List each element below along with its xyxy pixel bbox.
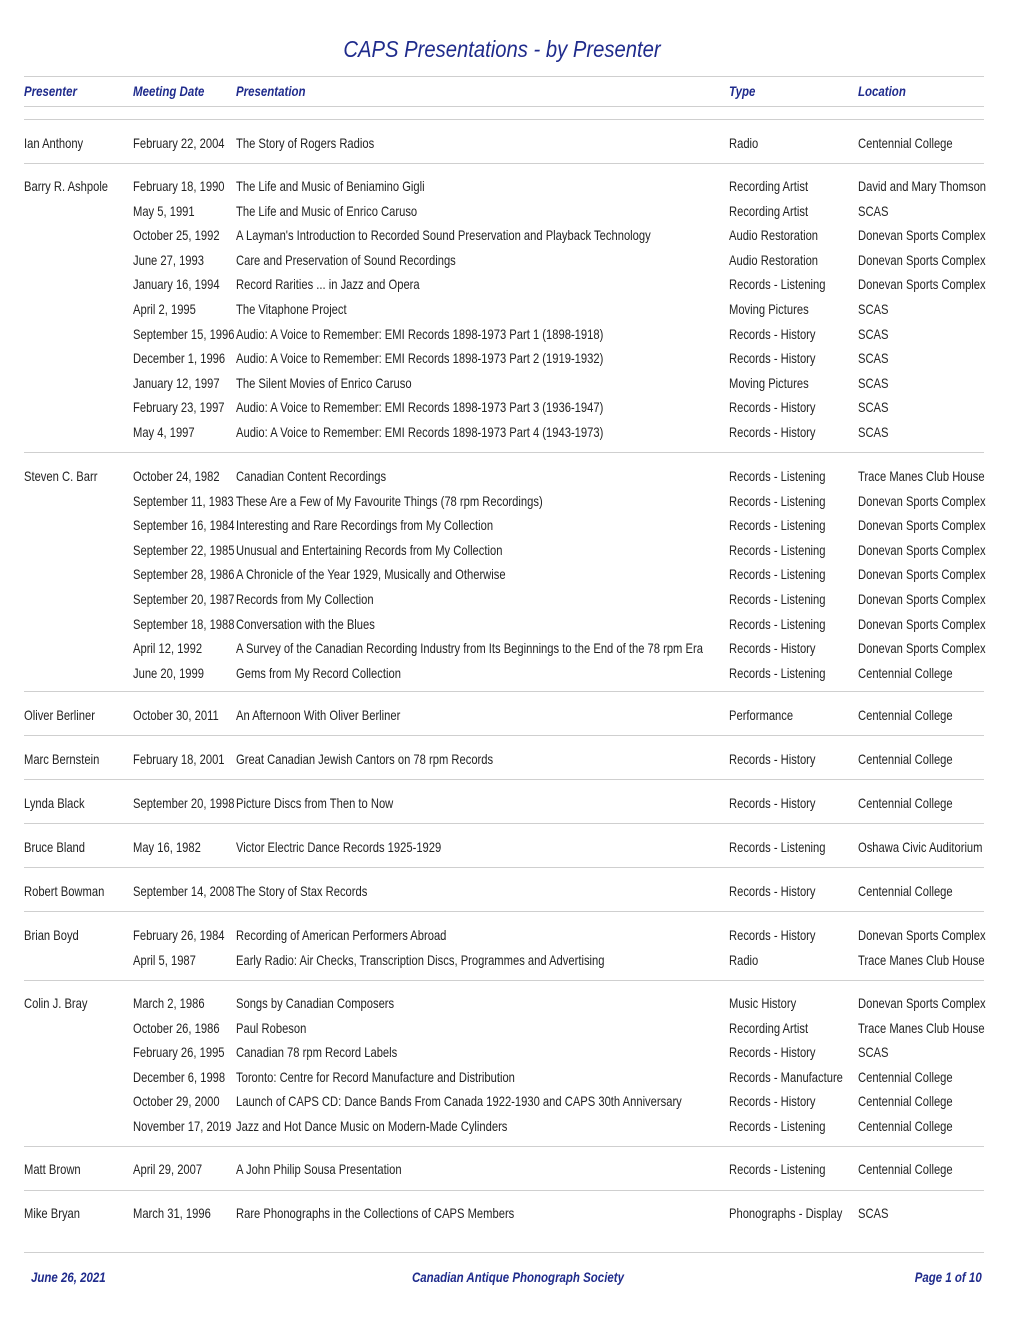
presentation-title: Interesting and Rare Recordings from My Collection bbox=[236, 517, 494, 534]
meeting-date: October 29, 2000 bbox=[133, 1093, 220, 1110]
table-row bbox=[0, 951, 1020, 976]
meeting-date: May 16, 1982 bbox=[133, 839, 201, 855]
presentation-type: Records - History bbox=[729, 325, 816, 342]
presentation-type: Records - Listening bbox=[729, 1161, 826, 1177]
meeting-date: October 24, 1982 bbox=[133, 468, 220, 484]
table-row bbox=[0, 838, 1020, 863]
presenter-group bbox=[0, 750, 1020, 775]
table-top-rule bbox=[24, 119, 984, 120]
presentation-title: Canadian 78 rpm Record Labels bbox=[236, 1044, 398, 1061]
presentation-type: Records - Listening bbox=[729, 664, 826, 681]
header-bottom-rule bbox=[24, 106, 984, 107]
presenter-name: Brian Boyd bbox=[24, 927, 79, 943]
presentation-type: Recording Artist bbox=[729, 202, 809, 219]
meeting-date: April 2, 1995 bbox=[133, 300, 196, 317]
table-row bbox=[0, 1043, 1020, 1068]
table-row bbox=[0, 325, 1020, 350]
table-row bbox=[0, 300, 1020, 325]
meeting-date: April 5, 1987 bbox=[133, 951, 196, 968]
presentation-type: Audio Restoration bbox=[729, 227, 819, 244]
presentation-type: Records - Listening bbox=[729, 590, 826, 607]
footer-date: June 26, 2021 bbox=[31, 1269, 106, 1285]
presenter-group bbox=[0, 1204, 1020, 1229]
table-row bbox=[0, 541, 1020, 566]
location: Centennial College bbox=[858, 1161, 953, 1177]
table-row bbox=[0, 134, 1020, 159]
table-row bbox=[0, 423, 1020, 448]
presentation-title: Launch of CAPS CD: Dance Bands From Canada 1922-1930 and CAPS 30th Anniversary bbox=[236, 1093, 682, 1110]
meeting-date: October 25, 1992 bbox=[133, 227, 220, 244]
presentation-type: Records - Listening bbox=[729, 541, 826, 558]
presenter-name: Mike Bryan bbox=[24, 1205, 81, 1221]
footer-organization: Canadian Antique Phonograph Society bbox=[412, 1269, 624, 1285]
presentation-type: Records - Listening bbox=[729, 492, 826, 509]
meeting-date: May 5, 1991 bbox=[133, 202, 195, 219]
presentation-title: The Life and Music of Beniamino Gigli bbox=[236, 178, 425, 194]
presentation-type: Records - History bbox=[729, 640, 816, 657]
group-divider bbox=[24, 867, 984, 868]
presentation-title: A Chronicle of the Year 1929, Musically and Otherwise bbox=[236, 566, 506, 583]
presentation-type: Records - History bbox=[729, 1044, 816, 1061]
meeting-date: March 2, 1986 bbox=[133, 995, 205, 1011]
table-row bbox=[0, 349, 1020, 374]
presenter-group bbox=[0, 838, 1020, 863]
presenter-group bbox=[0, 467, 1020, 688]
table-row bbox=[0, 639, 1020, 664]
location: Trace Manes Club House bbox=[858, 1019, 985, 1036]
location: SCAS bbox=[858, 1205, 889, 1221]
location: SCAS bbox=[858, 423, 889, 440]
presentation-type: Records - Listening bbox=[729, 566, 826, 583]
presentation-title: Unusual and Entertaining Records from My Collection bbox=[236, 541, 503, 558]
table-row bbox=[0, 1117, 1020, 1142]
presentation-type: Records - Listening bbox=[729, 839, 826, 855]
table-row bbox=[0, 516, 1020, 541]
presentation-title: The Vitaphone Project bbox=[236, 300, 347, 317]
presentation-title: An Afternoon With Oliver Berliner bbox=[236, 707, 401, 723]
location: Donevan Sports Complex bbox=[858, 227, 986, 244]
meeting-date: February 18, 1990 bbox=[133, 178, 225, 194]
presentation-type: Records - History bbox=[729, 883, 816, 899]
meeting-date: September 22, 1985 bbox=[133, 541, 235, 558]
group-divider bbox=[24, 163, 984, 164]
presentation-title: Picture Discs from Then to Now bbox=[236, 795, 394, 811]
location: Trace Manes Club House bbox=[858, 468, 985, 484]
group-divider bbox=[24, 823, 984, 824]
table-row bbox=[0, 750, 1020, 775]
meeting-date: October 26, 1986 bbox=[133, 1019, 220, 1036]
meeting-date: January 16, 1994 bbox=[133, 276, 220, 293]
meeting-date: June 27, 1993 bbox=[133, 251, 204, 268]
location: SCAS bbox=[858, 399, 889, 416]
presenter-group bbox=[0, 134, 1020, 159]
location: SCAS bbox=[858, 300, 889, 317]
location: Centennial College bbox=[858, 135, 953, 151]
footer-rule bbox=[24, 1252, 984, 1253]
presentation-title: Rare Phonographs in the Collections of CAPS Members bbox=[236, 1205, 515, 1221]
meeting-date: September 20, 1998 bbox=[133, 795, 235, 811]
meeting-date: December 1, 1996 bbox=[133, 350, 226, 367]
presenter-name: Lynda Black bbox=[24, 795, 85, 811]
column-header-location: Location bbox=[858, 83, 906, 99]
presentation-type: Records - History bbox=[729, 423, 816, 440]
column-header-presentation: Presentation bbox=[236, 83, 306, 99]
presenter-name: Bruce Bland bbox=[24, 839, 86, 855]
table-row bbox=[0, 467, 1020, 492]
presentation-title: Audio: A Voice to Remember: EMI Records 1898-1973 Part 1 (1898-1918) bbox=[236, 325, 604, 342]
table-row bbox=[0, 706, 1020, 731]
location: Donevan Sports Complex bbox=[858, 492, 986, 509]
presentation-title: The Silent Movies of Enrico Caruso bbox=[236, 374, 412, 391]
presentation-type: Recording Artist bbox=[729, 178, 809, 194]
presentation-title: Audio: A Voice to Remember: EMI Records 1898-1973 Part 2 (1919-1932) bbox=[236, 350, 604, 367]
presentation-title: Care and Preservation of Sound Recordings bbox=[236, 251, 456, 268]
table-row bbox=[0, 177, 1020, 202]
meeting-date: September 15, 1996 bbox=[133, 325, 235, 342]
presentation-title: Great Canadian Jewish Cantors on 78 rpm Records bbox=[236, 751, 494, 767]
group-divider bbox=[24, 1146, 984, 1147]
location: Donevan Sports Complex bbox=[858, 615, 986, 632]
presentation-type: Records - History bbox=[729, 1093, 816, 1110]
location: SCAS bbox=[858, 325, 889, 342]
table-row bbox=[0, 1068, 1020, 1093]
presentation-title: Jazz and Hot Dance Music on Modern-Made Cylinders bbox=[236, 1117, 508, 1134]
presentation-type: Phonographs - Display bbox=[729, 1205, 843, 1221]
location: SCAS bbox=[858, 350, 889, 367]
meeting-date: February 23, 1997 bbox=[133, 399, 225, 416]
meeting-date: October 30, 2011 bbox=[133, 707, 219, 723]
presentation-type: Records - Listening bbox=[729, 1117, 826, 1134]
presentation-title: Songs by Canadian Composers bbox=[236, 995, 395, 1011]
table-row bbox=[0, 664, 1020, 689]
meeting-date: February 26, 1984 bbox=[133, 927, 225, 943]
header-top-rule bbox=[24, 76, 984, 77]
meeting-date: September 20, 1987 bbox=[133, 590, 235, 607]
presentation-type: Records - History bbox=[729, 927, 816, 943]
location: Centennial College bbox=[858, 883, 953, 899]
meeting-date: April 12, 1992 bbox=[133, 640, 203, 657]
table-row bbox=[0, 1160, 1020, 1185]
table-row bbox=[0, 275, 1020, 300]
presentation-title: A John Philip Sousa Presentation bbox=[236, 1161, 402, 1177]
table-row bbox=[0, 926, 1020, 951]
location: Centennial College bbox=[858, 795, 953, 811]
meeting-date: June 20, 1999 bbox=[133, 664, 204, 681]
presenter-group bbox=[0, 177, 1020, 448]
presentation-type: Audio Restoration bbox=[729, 251, 819, 268]
table-row bbox=[0, 994, 1020, 1019]
presenter-name: Matt Brown bbox=[24, 1161, 81, 1177]
presentation-title: Conversation with the Blues bbox=[236, 615, 375, 632]
location: Donevan Sports Complex bbox=[858, 276, 986, 293]
location: Centennial College bbox=[858, 664, 953, 681]
presenter-name: Oliver Berliner bbox=[24, 707, 95, 723]
presentation-type: Records - History bbox=[729, 751, 816, 767]
location: Oshawa Civic Auditorium bbox=[858, 839, 983, 855]
group-divider bbox=[24, 911, 984, 912]
presentation-title: Audio: A Voice to Remember: EMI Records 1898-1973 Part 4 (1943-1973) bbox=[236, 423, 604, 440]
presentation-type: Records - Manufacture bbox=[729, 1068, 843, 1085]
group-divider bbox=[24, 980, 984, 981]
presentation-title: Victor Electric Dance Records 1925-1929 bbox=[236, 839, 442, 855]
presentation-title: Gems from My Record Collection bbox=[236, 664, 401, 681]
presentation-type: Records - Listening bbox=[729, 468, 826, 484]
table-row bbox=[0, 1204, 1020, 1229]
footer-page-number: Page 1 of 10 bbox=[915, 1269, 982, 1285]
table-row bbox=[0, 251, 1020, 276]
presenter-name: Ian Anthony bbox=[24, 135, 84, 151]
presentation-type: Records - History bbox=[729, 350, 816, 367]
meeting-date: February 22, 2004 bbox=[133, 135, 225, 151]
location: SCAS bbox=[858, 374, 889, 391]
meeting-date: May 4, 1997 bbox=[133, 423, 195, 440]
location: Donevan Sports Complex bbox=[858, 640, 986, 657]
meeting-date: September 28, 1986 bbox=[133, 566, 235, 583]
presenter-group bbox=[0, 926, 1020, 975]
presentation-type: Performance bbox=[729, 707, 794, 723]
meeting-date: December 6, 1998 bbox=[133, 1068, 226, 1085]
presenter-name: Barry R. Ashpole bbox=[24, 178, 109, 194]
presentation-type: Moving Pictures bbox=[729, 374, 809, 391]
presentation-type: Radio bbox=[729, 135, 759, 151]
meeting-date: February 26, 1995 bbox=[133, 1044, 225, 1061]
table-row bbox=[0, 565, 1020, 590]
presenter-name: Colin J. Bray bbox=[24, 995, 88, 1011]
table-row bbox=[0, 492, 1020, 517]
presentation-title: Recording of American Performers Abroad bbox=[236, 927, 447, 943]
table-row bbox=[0, 374, 1020, 399]
presenter-group bbox=[0, 882, 1020, 907]
location: Centennial College bbox=[858, 1117, 953, 1134]
presentation-title: Records from My Collection bbox=[236, 590, 374, 607]
location: Donevan Sports Complex bbox=[858, 995, 986, 1011]
meeting-date: March 31, 1996 bbox=[133, 1205, 211, 1221]
presentation-type: Moving Pictures bbox=[729, 300, 809, 317]
location: Centennial College bbox=[858, 1093, 953, 1110]
presenter-group bbox=[0, 706, 1020, 731]
meeting-date: September 14, 2008 bbox=[133, 883, 235, 899]
presentation-title: Toronto: Centre for Record Manufacture and Distribution bbox=[236, 1068, 515, 1085]
presenter-name: Steven C. Barr bbox=[24, 468, 98, 484]
table-row bbox=[0, 226, 1020, 251]
meeting-date: November 17, 2019 bbox=[133, 1117, 232, 1134]
meeting-date: September 16, 1984 bbox=[133, 517, 235, 534]
column-header-presenter: Presenter bbox=[24, 83, 77, 99]
location: Donevan Sports Complex bbox=[858, 251, 986, 268]
presentation-title: These Are a Few of My Favourite Things (78 rpm Recordings) bbox=[236, 492, 543, 509]
location: SCAS bbox=[858, 1044, 889, 1061]
presentation-type: Records - Listening bbox=[729, 615, 826, 632]
group-divider bbox=[24, 452, 984, 453]
meeting-date: September 11, 1983 bbox=[133, 492, 234, 509]
location: Centennial College bbox=[858, 751, 953, 767]
table-row bbox=[0, 398, 1020, 423]
table-row bbox=[0, 590, 1020, 615]
meeting-date: February 18, 2001 bbox=[133, 751, 225, 767]
table-row bbox=[0, 202, 1020, 227]
presentation-type: Radio bbox=[729, 951, 759, 968]
location: SCAS bbox=[858, 202, 889, 219]
presentation-title: A Survey of the Canadian Recording Industry from Its Beginnings to the End of the 78 rpm Era bbox=[236, 640, 703, 657]
group-divider bbox=[24, 779, 984, 780]
presentation-type: Recording Artist bbox=[729, 1019, 809, 1036]
presentation-title: Canadian Content Recordings bbox=[236, 468, 387, 484]
group-divider bbox=[24, 735, 984, 736]
column-header-meeting-date: Meeting Date bbox=[133, 83, 205, 99]
presentation-type: Records - Listening bbox=[729, 517, 826, 534]
presentation-title: Early Radio: Air Checks, Transcription Discs, Programmes and Advertising bbox=[236, 951, 605, 968]
table-row bbox=[0, 1019, 1020, 1044]
meeting-date: January 12, 1997 bbox=[133, 374, 220, 391]
presentation-type: Records - Listening bbox=[729, 276, 826, 293]
presenter-name: Robert Bowman bbox=[24, 883, 105, 899]
presenter-name: Marc Bernstein bbox=[24, 751, 100, 767]
presentation-title: A Layman's Introduction to Recorded Sound Preservation and Playback Technology bbox=[236, 227, 651, 244]
presentation-type: Music History bbox=[729, 995, 797, 1011]
location: Donevan Sports Complex bbox=[858, 517, 986, 534]
location: David and Mary Thomson bbox=[858, 178, 987, 194]
presentation-title: Audio: A Voice to Remember: EMI Records 1898-1973 Part 3 (1936-1947) bbox=[236, 399, 604, 416]
presentation-title: Record Rarities ... in Jazz and Opera bbox=[236, 276, 420, 293]
group-divider bbox=[24, 691, 984, 692]
presentation-type: Records - History bbox=[729, 399, 816, 416]
location: Donevan Sports Complex bbox=[858, 541, 986, 558]
presentation-type: Records - History bbox=[729, 795, 816, 811]
meeting-date: September 18, 1988 bbox=[133, 615, 235, 632]
meeting-date: April 29, 2007 bbox=[133, 1161, 203, 1177]
presentation-title: Paul Robeson bbox=[236, 1019, 307, 1036]
page-title: CAPS Presentations - by Presenter bbox=[343, 36, 661, 62]
table-row bbox=[0, 615, 1020, 640]
location: Centennial College bbox=[858, 707, 953, 723]
presentation-title: The Story of Stax Records bbox=[236, 883, 368, 899]
presenter-group bbox=[0, 1160, 1020, 1185]
column-header-type: Type bbox=[729, 83, 756, 99]
location: Trace Manes Club House bbox=[858, 951, 985, 968]
group-divider bbox=[24, 1190, 984, 1191]
location: Centennial College bbox=[858, 1068, 953, 1085]
location: Donevan Sports Complex bbox=[858, 927, 986, 943]
presenter-group bbox=[0, 794, 1020, 819]
location: Donevan Sports Complex bbox=[858, 590, 986, 607]
presenter-group bbox=[0, 994, 1020, 1142]
presentation-title: The Life and Music of Enrico Caruso bbox=[236, 202, 418, 219]
table-row bbox=[0, 882, 1020, 907]
presentation-title: The Story of Rogers Radios bbox=[236, 135, 375, 151]
location: Donevan Sports Complex bbox=[858, 566, 986, 583]
table-row bbox=[0, 1092, 1020, 1117]
table-row bbox=[0, 794, 1020, 819]
